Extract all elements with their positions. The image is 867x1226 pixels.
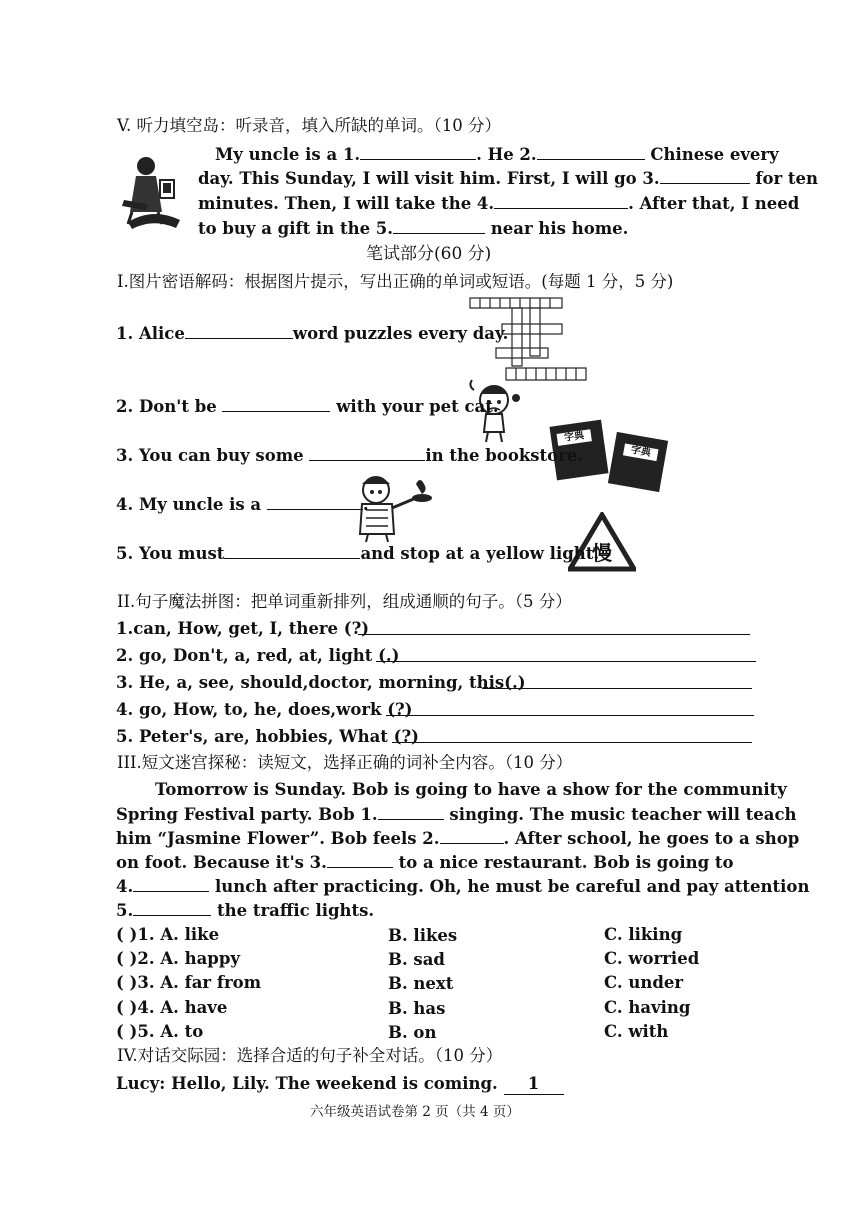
blank-1[interactable] xyxy=(360,145,476,160)
part1-q1: 1. Alice word puzzles every day. xyxy=(116,324,509,343)
part1-blank-2[interactable] xyxy=(222,397,330,412)
passage-blank-5[interactable] xyxy=(133,901,211,916)
part1-heading: I.图片密语解码：根据图片提示，写出正确的单词或短语。(每题 1 分，5 分) xyxy=(117,272,674,291)
part1-q4: 4. My uncle is a . xyxy=(116,495,369,514)
passage-blank-1[interactable] xyxy=(378,805,444,820)
passage-line-2: Spring Festival party. Bob 1. singing. The music teacher will teach xyxy=(116,805,797,824)
choice-option-c: C. liking xyxy=(604,925,683,944)
dictionary-book-image: 字典 xyxy=(608,432,668,492)
part2-item-3: 3. He, a, see, should,doctor, morning, this(.) xyxy=(116,673,526,692)
passage-blank-4[interactable] xyxy=(133,877,209,892)
passage-blank-3[interactable] xyxy=(327,853,393,868)
part2-answer-line-3[interactable] xyxy=(482,688,752,689)
listening-line-4: to buy a gift in the 5. near his home. xyxy=(198,219,629,238)
written-section-title: 笔试部分(60 分) xyxy=(366,244,492,264)
choice-option-b: B. next xyxy=(388,974,454,993)
listening-man-image xyxy=(118,152,188,232)
passage-line-3: him “Jasmine Flower”. Bob feels 2. . After school, he goes to a shop xyxy=(116,829,800,848)
choice-option-c: C. under xyxy=(604,973,684,992)
choice-option-c: C. with xyxy=(604,1022,669,1041)
listening-line-2: day. This Sunday, I will visit him. First, I will go 3. for ten xyxy=(198,169,819,188)
passage-line-5: 4. lunch after practicing. Oh, he must be careful and pay attention xyxy=(116,877,810,896)
choice-option-b: B. has xyxy=(388,999,446,1018)
choice-option-c: C. worried xyxy=(604,949,700,968)
part2-item-5: 5. Peter's, are, hobbies, What (?) xyxy=(116,727,419,746)
passage-line-4: on foot. Because it's 3. to a nice restaurant. Bob is going to xyxy=(116,853,734,872)
choice-question-2[interactable]: ( )2. A. happy xyxy=(116,949,240,968)
passage-blank-2[interactable] xyxy=(440,829,504,844)
dictionary-book-image: 字典 xyxy=(549,420,608,481)
page-footer: 六年级英语试卷第 2 页（共 4 页） xyxy=(310,1104,520,1120)
part2-answer-line-4[interactable] xyxy=(386,715,754,716)
listening-heading: V. 听力填空岛：听录音，填入所缺的单词。（10 分） xyxy=(117,116,502,135)
part1-q5: 5. You must and stop at a yellow light. xyxy=(116,544,600,563)
dialogue-line-1: Lucy: Hello, Lily. The weekend is coming. 1 xyxy=(116,1074,564,1095)
part2-answer-line-5[interactable] xyxy=(392,742,752,743)
choice-option-b: B. sad xyxy=(388,950,445,969)
blank-3[interactable] xyxy=(660,169,750,184)
part2-item-2: 2. go, Don't, a, red, at, light (.) xyxy=(116,646,400,665)
part1-q3: 3. You can buy some in the bookstore. xyxy=(116,446,584,465)
svg-text:慢: 慢 xyxy=(592,541,612,565)
part2-answer-line-1[interactable] xyxy=(358,634,750,635)
part2-item-1: 1.can, How, get, I, there (?) xyxy=(116,619,370,638)
part2-answer-line-2[interactable] xyxy=(376,661,756,662)
blank-2[interactable] xyxy=(537,145,645,160)
blank-5[interactable] xyxy=(393,219,485,234)
part2-heading: II.句子魔法拼图：把单词重新排列，组成通顺的句子。（5 分） xyxy=(117,592,572,611)
passage-line-1: Tomorrow is Sunday. Bob is going to have a show for the community xyxy=(155,780,787,799)
part2-item-4: 4. go, How, to, he, does,work (?) xyxy=(116,700,413,719)
choice-question-1[interactable]: ( )1. A. like xyxy=(116,925,220,944)
part1-blank-1[interactable] xyxy=(185,324,293,339)
listening-line-1: My uncle is a 1. . He 2. Chinese every xyxy=(215,145,779,164)
part1-blank-3[interactable] xyxy=(309,446,425,461)
part1-q2: 2. Don't be with your pet cat. xyxy=(116,397,499,416)
passage-line-6: 5. the traffic lights. xyxy=(116,901,375,920)
dialogue-blank-1[interactable]: 1 xyxy=(504,1074,564,1095)
part3-heading: III.短文迷宫探秘：读短文，选择正确的词补全内容。（10 分） xyxy=(117,753,573,772)
choice-question-4[interactable]: ( )4. A. have xyxy=(116,998,228,1017)
choice-question-3[interactable]: ( )3. A. far from xyxy=(116,973,262,992)
choice-question-5[interactable]: ( )5. A. to xyxy=(116,1022,204,1041)
choice-option-b: B. on xyxy=(388,1023,437,1042)
blank-4[interactable] xyxy=(494,194,628,209)
choice-option-c: C. having xyxy=(604,998,691,1017)
part1-blank-4[interactable] xyxy=(267,495,363,510)
part4-heading: IV.对话交际园：选择合适的句子补全对话。（10 分） xyxy=(117,1046,503,1065)
listening-line-3: minutes. Then, I will take the 4. . After that, I need xyxy=(198,194,800,213)
part1-blank-5[interactable] xyxy=(224,544,360,559)
choice-option-b: B. likes xyxy=(388,926,458,945)
